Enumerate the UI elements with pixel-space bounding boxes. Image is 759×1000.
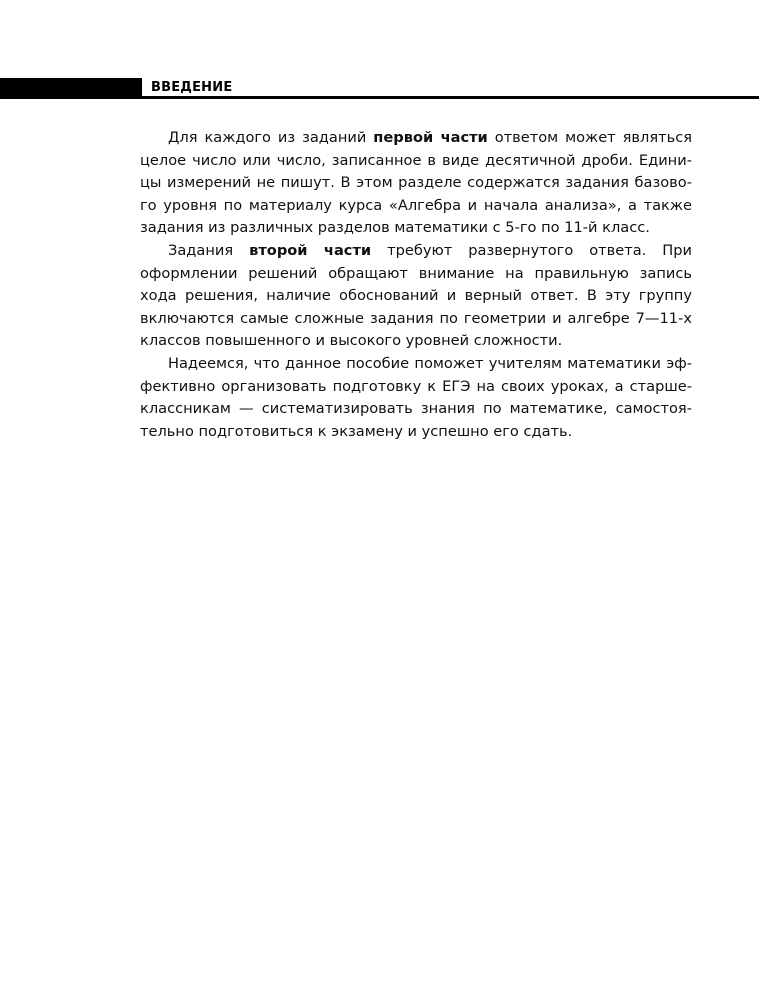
paragraph-text: Для каждого из заданий bbox=[168, 129, 374, 146]
section-title: ВВЕДЕНИЕ bbox=[151, 80, 233, 95]
paragraph-text: Задания bbox=[168, 241, 250, 259]
bold-term-first-part: первой части bbox=[373, 129, 488, 146]
paragraph-first-part bbox=[140, 127, 692, 240]
bold-term-second-part: второй части bbox=[249, 241, 372, 259]
body-text bbox=[140, 127, 692, 443]
header-rule bbox=[142, 96, 759, 99]
paragraph-closing: Надеемся, что данное пособие поможет учителям математики эффективно организовать подготовку к ЕГЭ на своих уроках, а старшеклассникам — систематизировать знания по математике, самостоятельно подготовиться к экзамену и успешно его сдать. bbox=[140, 354, 692, 440]
paragraph-text: требуют развернутого ответа. При оформлении решений обращают внимание на правильную запись хода решения, наличие обоснований и верный ответ. В эту группу включаются самые сложные задания по геометрии и алгебре 7—11-х классов повышенного и высокого уровней сложности. bbox=[140, 241, 692, 350]
paragraph-second-part bbox=[140, 240, 692, 353]
paragraph-text: ответом может являться целое число или число, записанное в виде десятичной дроби. Единицы измерений не пишут. В этом разделе содержатся задания базового уровня по материалу курса «Алгебра и начала анализа», а также задания из различных разделов математики с 5-го по 11-й класс. bbox=[140, 129, 692, 237]
header-black-bar bbox=[0, 78, 142, 99]
